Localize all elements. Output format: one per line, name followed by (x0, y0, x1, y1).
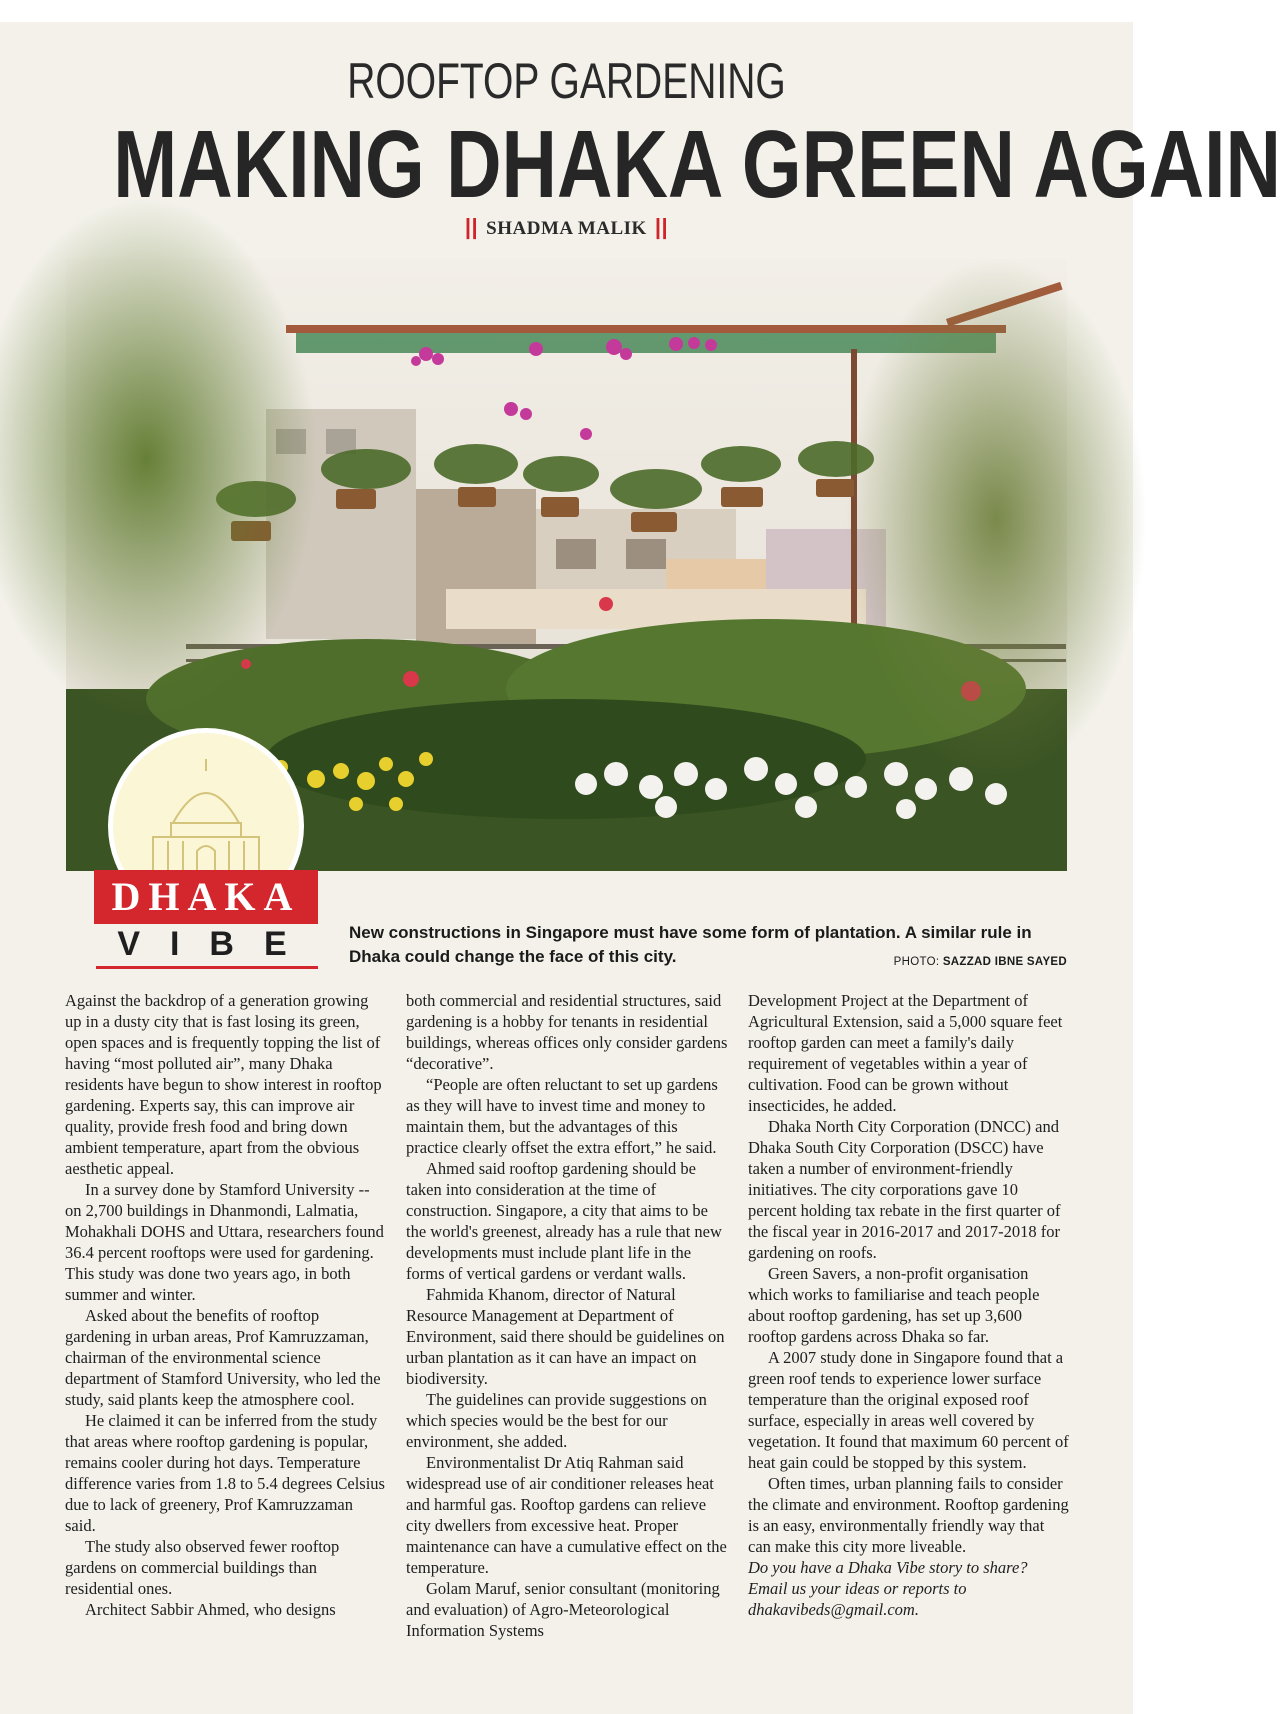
badge-title-dhaka: DHAKA (94, 870, 318, 924)
paragraph: In a survey done by Stamford University -- on 2,700 buildings in Dhanmondi, Lalmatia, Mohakhali DOHS and Uttara, researchers found 36.4 percent rooftops were used for gardening. This study was done two years ago, in both summer and winter. (65, 1180, 384, 1304)
paragraph: Against the backdrop of a generation growing up in a dusty city that is fast losing its green, open spaces and is frequently topping the list of having “most polluted air”, many Dhaka residents have begun to show interest in rooftop gardening. Experts say, this can improve air quality, provide fresh food and bring down ambient temperature, apart from the obvious aesthetic appeal. (65, 991, 382, 1178)
paragraph: He claimed it can be inferred from the study that areas where rooftop gardening is popular, remains cooler during hot days. Temperature difference varies from 1.8 to 5.4 degrees Celsius due to lack of greenery, Prof Kamruzzaman said. (65, 1411, 385, 1535)
paragraph: A 2007 study done in Singapore found that a green roof tends to experience lower surface temperature than the original exposed roof surface, especially in areas well covered by vegetation. It found that maximum 60 percent of heat gain could be stopped by this system. (748, 1348, 1069, 1472)
badge-underline (96, 966, 318, 969)
paragraph: Development Project at the Department of Agricultural Extension, said a 5,000 square feet rooftop garden can meet a family's daily requirement of vegetables within a year of cultivation. Food can be grown without insecticides, he added. (748, 991, 1063, 1115)
newspaper-page (0, 22, 1281, 1714)
paragraph: Dhaka North City Corporation (DNCC) and Dhaka South City Corporation (DSCC) have taken a number of environment-friendly initiatives. The city corporations gave 10 percent holding tax rebate in the first quarter of the fiscal year in 2016-2017 and 2017-2018 for gardening on roofs. (748, 1117, 1061, 1262)
dhaka-vibe-badge (94, 728, 320, 966)
call-to-action: Do you have a Dhaka Vibe story to share? Email us your ideas or reports to dhakavibeds@gmail.com. (748, 1558, 1028, 1619)
paragraph: Golam Maruf, senior consultant (monitoring and evaluation) of Agro-Meteorological Information Systems (406, 1579, 720, 1640)
paragraph: Often times, urban planning fails to consider the climate and environment. Rooftop gardening is an easy, environmentally friendly way that can make this city more liveable. (748, 1474, 1069, 1556)
photo-credit (894, 956, 1067, 968)
paragraph: The guidelines can provide suggestions on which species would be the best for our environment, she added. (406, 1390, 707, 1451)
paragraph: both commercial and residential structures, said gardening is a hobby for tenants in residential buildings, whereas offices only consider gardens “decorative”. (406, 991, 728, 1073)
paragraph: Asked about the benefits of rooftop gardening in urban areas, Prof Kamruzzaman, chairman of the environmental science department of Stamford University, who led the study, said plants keep the atmosphere cool. (65, 1306, 381, 1409)
article-column-3 (748, 990, 1070, 1620)
badge-title-vibe: VIBE (117, 925, 317, 963)
paragraph: Architect Sabbir Ahmed, who designs (85, 1600, 336, 1619)
paragraph: The study also observed fewer rooftop gardens on commercial buildings than residential ones. (65, 1537, 340, 1598)
paragraph: Green Savers, a non-profit organisation which works to familiarise and teach people about rooftop gardening, has set up 3,600 rooftop gardens across Dhaka so far. (748, 1264, 1040, 1346)
photo-caption: New constructions in Singapore must have some form of plantation. A similar rule in Dhaka could change the face of this city. (349, 923, 1032, 966)
paragraph: “People are often reluctant to set up gardens as they will have to invest time and money to maintain them, but the advantages of this practice clearly offset the extra effort,” he said. (406, 1075, 718, 1157)
article-column-2 (406, 990, 728, 1641)
headline: MAKING DHAKA GREEN AGAIN (113, 111, 1281, 218)
paragraph: Environmentalist Dr Atiq Rahman said widespread use of air conditioner releases heat and harmful gas. Rooftop gardens can relieve city dwellers from excessive heat. Proper maintenance can have a cumulative effect on the temperature. (406, 1453, 727, 1577)
photo-credit-label: PHOTO: (893, 956, 940, 968)
photographer-name: SAZZAD IBNE SAYED (942, 956, 1067, 968)
paragraph: Ahmed said rooftop gardening should be taken into consideration at the time of construction. Singapore, a city that aims to be the world's greenest, already has a rule that new developments must include plant life in the forms of vertical gardens or verdant walls. (406, 1159, 722, 1283)
byline-bar-right: || (654, 214, 669, 239)
article-column-1 (65, 990, 387, 1620)
section-kicker: ROOFTOP GARDENING (347, 53, 786, 109)
author-name: SHADMA MALIK (486, 218, 647, 239)
paragraph: Fahmida Khanom, director of Natural Resource Management at Department of Environment, said there should be guidelines on urban plantation as it can have an impact on biodiversity. (406, 1285, 725, 1388)
byline-bar-left: || (464, 214, 479, 239)
